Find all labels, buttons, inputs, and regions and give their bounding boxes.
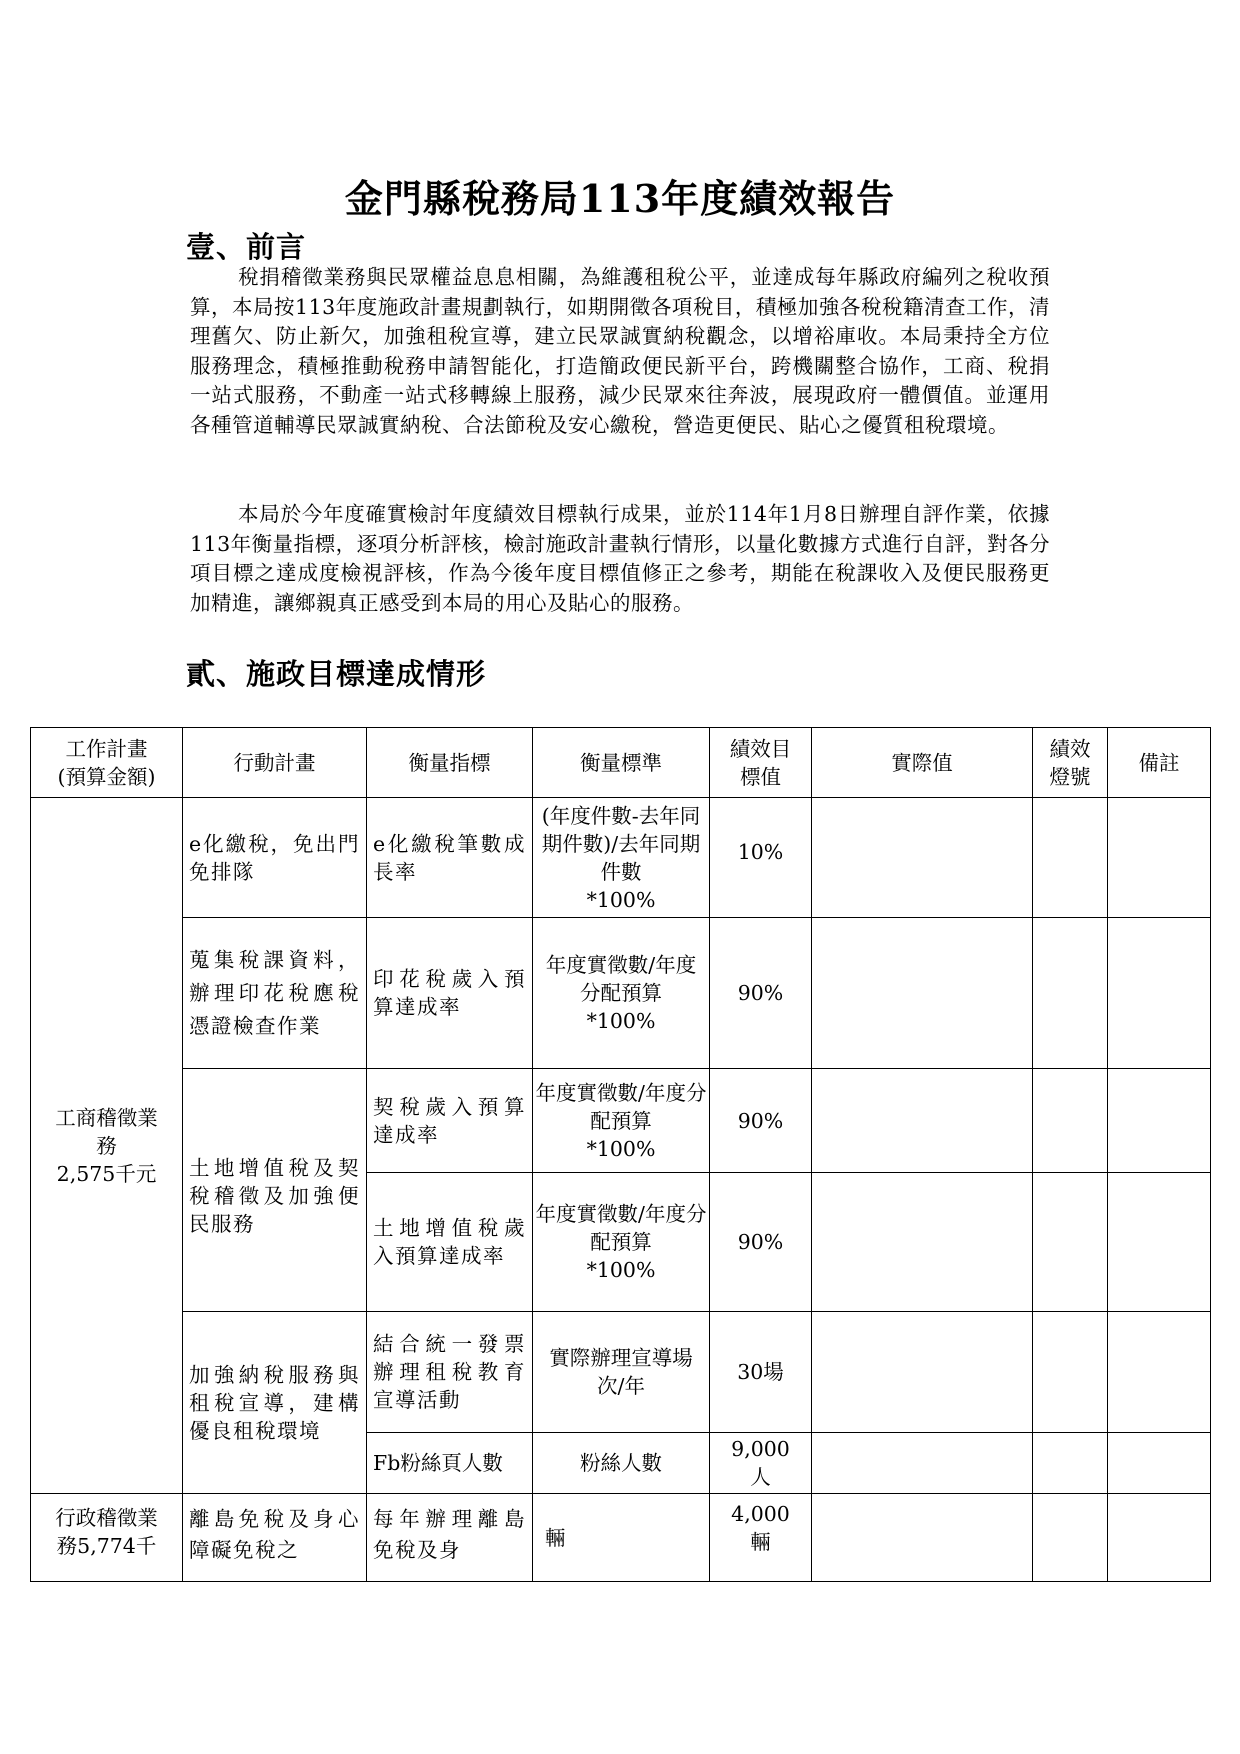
standard-cell: 輛 bbox=[533, 1494, 710, 1582]
table-row bbox=[31, 1069, 1211, 1173]
target-cell: 90% bbox=[710, 1173, 812, 1312]
standard-cell: 年度實徵數/年度分配預算 *100% bbox=[533, 918, 710, 1069]
target-cell: 90% bbox=[710, 918, 812, 1069]
work-plan-cell: 行政稽徵業 務5,774千 bbox=[31, 1494, 183, 1582]
actual-cell bbox=[812, 1312, 1033, 1433]
header-light: 績效 燈號 bbox=[1033, 728, 1108, 798]
table-header-row bbox=[31, 728, 1211, 798]
action-plan-cell: 加強納稅服務與租稅宣導，建構優良租稅環境 bbox=[183, 1312, 367, 1494]
note-cell bbox=[1108, 1173, 1211, 1312]
performance-table bbox=[30, 727, 1211, 1582]
light-cell bbox=[1033, 1069, 1108, 1173]
actual-cell bbox=[812, 1173, 1033, 1312]
action-plan-cell: 蒐集稅課資料，辦理印花稅應稅憑證檢查作業 bbox=[183, 918, 367, 1069]
standard-cell: (年度件數-去年同期件數)/去年同期件數 *100% bbox=[533, 798, 710, 918]
section-heading-goals: 貳、施政目標達成情形 bbox=[186, 657, 487, 691]
indicator-cell: 土地增值稅歲入預算達成率 bbox=[367, 1173, 533, 1312]
actual-cell bbox=[812, 798, 1033, 918]
header-indicator: 衡量指標 bbox=[367, 728, 533, 798]
header-action-plan: 行動計畫 bbox=[183, 728, 367, 798]
indicator-cell: Fb粉絲頁人數 bbox=[367, 1433, 533, 1494]
preface-paragraph-1: 稅捐稽徵業務與民眾權益息息相關，為維護租稅公平，並達成每年縣政府編列之稅收預算，本局按113年度施政計畫規劃執行，如期開徵各項稅目，積極加強各稅稅籍清查工作，清理舊欠、防止新欠，加強租稅宣導，建立民眾誠實納稅觀念，以增裕庫收。本局秉持全方位服務理念，積極推動稅務申請智能化，打造簡政便民新平台，跨機關整合協作，工商、稅捐一站式服務，不動產一站式移轉線上服務，減少民眾來往奔波，展現政府一體價值。並運用各種管道輔導民眾誠實納稅、合法節稅及安心繳稅，營造更便民、貼心之優質租稅環境。 bbox=[190, 265, 1050, 437]
standard-cell: 實際辦理宣導場次/年 bbox=[533, 1312, 710, 1433]
standard-cell: 年度實徵數/年度分配預算 *100% bbox=[533, 1173, 710, 1312]
light-cell bbox=[1033, 1312, 1108, 1433]
table-row bbox=[31, 798, 1211, 918]
target-cell: 90% bbox=[710, 1069, 812, 1173]
header-standard: 衡量標準 bbox=[533, 728, 710, 798]
header-note: 備註 bbox=[1108, 728, 1211, 798]
note-cell bbox=[1108, 798, 1211, 918]
table-row bbox=[31, 1494, 1211, 1582]
actual-cell bbox=[812, 1069, 1033, 1173]
light-cell bbox=[1033, 1173, 1108, 1312]
note-cell bbox=[1108, 1494, 1211, 1582]
indicator-cell: 契稅歲入預算達成率 bbox=[367, 1069, 533, 1173]
note-cell bbox=[1108, 1069, 1211, 1173]
work-plan-cell: 工商稽徵業 務 2,575千元 bbox=[31, 798, 183, 1494]
preface-paragraph-2: 本局於今年度確實檢討年度績效目標執行成果，並於114年1月8日辦理自評作業，依據113年衡量指標，逐項分析評核，檢討施政計畫執行情形，以量化數據方式進行自評，對各分項目標之達成度檢視評核，作為今後年度目標值修正之參考，期能在稅課收入及便民服務更加精進，讓鄉親真正感受到本局的用心及貼心的服務。 bbox=[190, 502, 1050, 615]
target-cell: 9,000 人 bbox=[710, 1433, 812, 1494]
light-cell bbox=[1033, 918, 1108, 1069]
table-row bbox=[31, 1312, 1211, 1433]
indicator-cell: 結合統一發票辦理租稅教育宣導活動 bbox=[367, 1312, 533, 1433]
indicator-cell: 印花稅歲入預算達成率 bbox=[367, 918, 533, 1069]
target-cell: 30場 bbox=[710, 1312, 812, 1433]
standard-cell: 年度實徵數/年度分配預算 *100% bbox=[533, 1069, 710, 1173]
header-target: 績效目 標值 bbox=[710, 728, 812, 798]
actual-cell bbox=[812, 1433, 1033, 1494]
action-plan-cell: 土地增值稅及契稅稽徵及加強便民服務 bbox=[183, 1069, 367, 1312]
header-actual: 實際值 bbox=[812, 728, 1033, 798]
section-heading-preface: 壹、前言 bbox=[186, 230, 307, 264]
table-row bbox=[31, 918, 1211, 1069]
document-title: 金門縣稅務局113年度績效報告 bbox=[344, 176, 896, 221]
light-cell bbox=[1033, 1433, 1108, 1494]
actual-cell bbox=[812, 918, 1033, 1069]
target-cell: 10% bbox=[710, 798, 812, 918]
header-work-plan: 工作計畫 (預算金額) bbox=[31, 728, 183, 798]
light-cell bbox=[1033, 798, 1108, 918]
note-cell bbox=[1108, 1312, 1211, 1433]
action-plan-cell: e化繳稅，免出門免排隊 bbox=[183, 798, 367, 918]
note-cell bbox=[1108, 918, 1211, 1069]
note-cell bbox=[1108, 1433, 1211, 1494]
target-cell: 4,000 輛 bbox=[710, 1494, 812, 1582]
indicator-cell: e化繳稅筆數成長率 bbox=[367, 798, 533, 918]
indicator-cell: 每年辦理離島免稅及身 bbox=[367, 1494, 533, 1582]
action-plan-cell: 離島免稅及身心障礙免稅之 bbox=[183, 1494, 367, 1582]
actual-cell bbox=[812, 1494, 1033, 1582]
standard-cell: 粉絲人數 bbox=[533, 1433, 710, 1494]
light-cell bbox=[1033, 1494, 1108, 1582]
